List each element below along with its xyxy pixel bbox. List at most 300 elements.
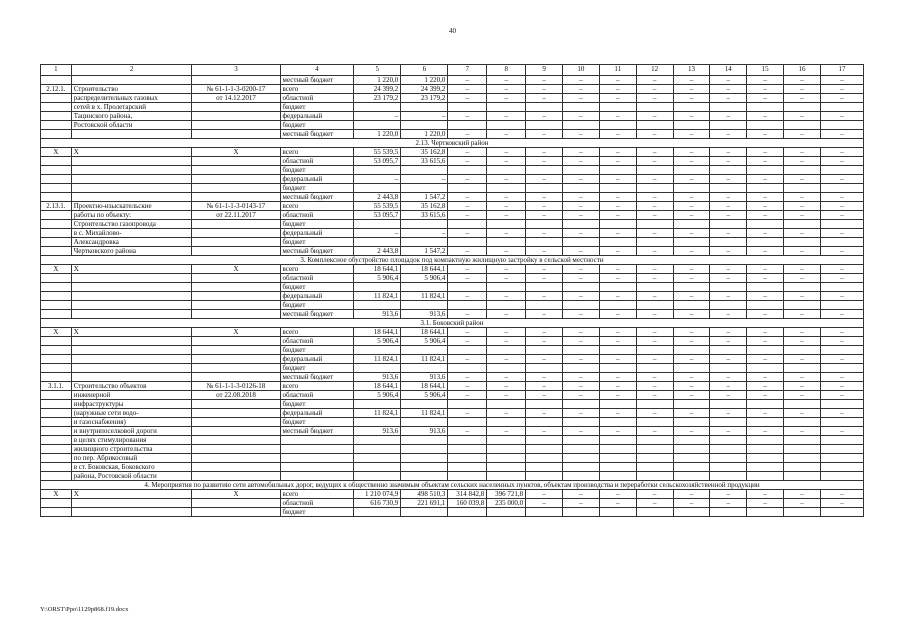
amount-total bbox=[354, 445, 401, 454]
object-name: инженерной bbox=[71, 391, 192, 400]
year-value: – bbox=[562, 373, 599, 382]
amount-year bbox=[401, 301, 448, 310]
year-value bbox=[487, 301, 526, 310]
year-value bbox=[747, 400, 784, 409]
table-row bbox=[41, 202, 864, 211]
year-value: – bbox=[526, 355, 563, 364]
year-value: – bbox=[636, 382, 673, 391]
year-value bbox=[636, 121, 673, 130]
year-value: – bbox=[636, 202, 673, 211]
year-value bbox=[747, 184, 784, 193]
table-row bbox=[41, 238, 864, 247]
column-numbers-row bbox=[41, 65, 864, 76]
year-value: – bbox=[448, 76, 487, 85]
year-value: – bbox=[673, 328, 710, 337]
year-value: – bbox=[487, 337, 526, 346]
expertise-number bbox=[192, 130, 280, 139]
year-value: – bbox=[636, 193, 673, 202]
year-value: – bbox=[599, 76, 636, 85]
table-row bbox=[41, 175, 864, 184]
column-number: 4 bbox=[280, 65, 354, 76]
funding-source: бюджет bbox=[280, 238, 354, 247]
amount-year bbox=[401, 283, 448, 292]
row-number bbox=[41, 184, 72, 193]
year-value bbox=[526, 346, 563, 355]
amount-total bbox=[354, 283, 401, 292]
year-value: – bbox=[599, 94, 636, 103]
year-value: – bbox=[673, 112, 710, 121]
amount-year: 913,6 bbox=[401, 310, 448, 319]
year-value bbox=[448, 364, 487, 373]
funding-source: местный бюджет bbox=[280, 247, 354, 256]
year-value: – bbox=[448, 274, 487, 283]
amount-year: 498 510,3 bbox=[401, 490, 448, 499]
year-value: – bbox=[562, 94, 599, 103]
year-value: – bbox=[636, 94, 673, 103]
year-value: – bbox=[747, 274, 784, 283]
column-number: 13 bbox=[673, 65, 710, 76]
year-value: – bbox=[820, 391, 863, 400]
expertise-number bbox=[192, 436, 280, 445]
expertise-number bbox=[192, 355, 280, 364]
year-value: – bbox=[562, 355, 599, 364]
table-row bbox=[41, 400, 864, 409]
year-value: – bbox=[747, 409, 784, 418]
year-value bbox=[747, 454, 784, 463]
year-value: – bbox=[820, 355, 863, 364]
year-value bbox=[487, 103, 526, 112]
year-value bbox=[448, 346, 487, 355]
funding-source: бюджет bbox=[280, 166, 354, 175]
amount-year: 23 179,2 bbox=[401, 94, 448, 103]
amount-year: – bbox=[401, 229, 448, 238]
year-value: – bbox=[636, 292, 673, 301]
year-value bbox=[526, 283, 563, 292]
year-value bbox=[448, 103, 487, 112]
funding-source bbox=[280, 454, 354, 463]
table-row bbox=[41, 337, 864, 346]
funding-source: местный бюджет bbox=[280, 130, 354, 139]
year-value: – bbox=[636, 157, 673, 166]
year-value: – bbox=[526, 94, 563, 103]
row-number bbox=[41, 112, 72, 121]
expertise-number bbox=[192, 184, 280, 193]
year-value bbox=[562, 472, 599, 481]
year-value: – bbox=[747, 202, 784, 211]
year-value: – bbox=[820, 229, 863, 238]
year-value bbox=[710, 346, 747, 355]
amount-total: 11 824,1 bbox=[354, 409, 401, 418]
amount-total: 18 644,1 bbox=[354, 265, 401, 274]
amount-year: 11 824,1 bbox=[401, 355, 448, 364]
year-value: – bbox=[820, 292, 863, 301]
object-name bbox=[71, 76, 192, 85]
year-value bbox=[673, 301, 710, 310]
year-value: – bbox=[784, 274, 821, 283]
expertise-number bbox=[192, 400, 280, 409]
year-value bbox=[562, 508, 599, 517]
year-value bbox=[747, 166, 784, 175]
row-number: X bbox=[41, 148, 72, 157]
year-value bbox=[636, 184, 673, 193]
year-value: – bbox=[599, 382, 636, 391]
year-value bbox=[820, 121, 863, 130]
amount-year bbox=[401, 400, 448, 409]
object-name: Строительство объектов bbox=[71, 382, 192, 391]
table-row bbox=[41, 346, 864, 355]
table-row bbox=[41, 112, 864, 121]
year-value bbox=[784, 508, 821, 517]
year-value bbox=[747, 508, 784, 517]
year-value bbox=[673, 283, 710, 292]
object-name: в ст. Боковская, Боковского bbox=[71, 463, 192, 472]
object-name: (наружные сети водо- bbox=[71, 409, 192, 418]
funding-source: бюджет bbox=[280, 400, 354, 409]
year-value bbox=[673, 445, 710, 454]
year-value bbox=[747, 436, 784, 445]
year-value: – bbox=[710, 76, 747, 85]
year-value: – bbox=[636, 274, 673, 283]
table-row bbox=[41, 508, 864, 517]
year-value bbox=[710, 301, 747, 310]
year-value bbox=[784, 121, 821, 130]
year-value: – bbox=[747, 85, 784, 94]
expertise-number: от 14.12.2017 bbox=[192, 94, 280, 103]
year-value bbox=[448, 283, 487, 292]
table-row bbox=[41, 76, 864, 85]
year-value: – bbox=[747, 373, 784, 382]
year-value bbox=[599, 454, 636, 463]
object-name bbox=[71, 508, 192, 517]
expertise-number: от 22.11.2017 bbox=[192, 211, 280, 220]
table-row bbox=[41, 490, 864, 499]
year-value: – bbox=[526, 427, 563, 436]
year-value bbox=[599, 166, 636, 175]
year-value bbox=[747, 238, 784, 247]
amount-year bbox=[401, 472, 448, 481]
year-value: – bbox=[562, 211, 599, 220]
row-number bbox=[41, 166, 72, 175]
expertise-number: № 61-1-1-3-0200-17 bbox=[192, 85, 280, 94]
year-value: – bbox=[599, 247, 636, 256]
amount-total bbox=[354, 301, 401, 310]
year-value: – bbox=[710, 85, 747, 94]
year-value bbox=[784, 400, 821, 409]
year-value bbox=[562, 463, 599, 472]
year-value bbox=[820, 364, 863, 373]
year-value bbox=[636, 220, 673, 229]
year-value: – bbox=[820, 148, 863, 157]
column-number: 6 bbox=[401, 65, 448, 76]
year-value: – bbox=[562, 175, 599, 184]
object-name bbox=[71, 130, 192, 139]
year-value: – bbox=[710, 382, 747, 391]
object-name bbox=[71, 301, 192, 310]
year-value: – bbox=[636, 409, 673, 418]
column-number: 16 bbox=[784, 65, 821, 76]
row-number bbox=[41, 373, 72, 382]
amount-year: 18 644,1 bbox=[401, 265, 448, 274]
year-value bbox=[820, 508, 863, 517]
year-value: – bbox=[599, 427, 636, 436]
expertise-number bbox=[192, 238, 280, 247]
year-value bbox=[526, 220, 563, 229]
amount-total: 53 095,7 bbox=[354, 211, 401, 220]
amount-year bbox=[401, 454, 448, 463]
year-value bbox=[599, 238, 636, 247]
year-value: – bbox=[526, 310, 563, 319]
column-number: 8 bbox=[487, 65, 526, 76]
year-value: – bbox=[448, 130, 487, 139]
funding-source: местный бюджет bbox=[280, 373, 354, 382]
year-value: – bbox=[820, 337, 863, 346]
table-row bbox=[41, 409, 864, 418]
object-name: Тацинского района, bbox=[71, 112, 192, 121]
year-value: – bbox=[562, 427, 599, 436]
year-value: – bbox=[673, 391, 710, 400]
amount-total: 53 095,7 bbox=[354, 157, 401, 166]
year-value: – bbox=[526, 193, 563, 202]
row-number bbox=[41, 103, 72, 112]
row-number: X bbox=[41, 265, 72, 274]
year-value: – bbox=[636, 427, 673, 436]
column-number: 11 bbox=[599, 65, 636, 76]
year-value: – bbox=[599, 274, 636, 283]
section-heading-row bbox=[41, 481, 864, 490]
year-value bbox=[562, 436, 599, 445]
year-value bbox=[562, 121, 599, 130]
year-value bbox=[448, 445, 487, 454]
row-number bbox=[41, 310, 72, 319]
table-row bbox=[41, 103, 864, 112]
year-value: – bbox=[784, 94, 821, 103]
year-value: – bbox=[599, 409, 636, 418]
year-value bbox=[710, 508, 747, 517]
table-row bbox=[41, 229, 864, 238]
year-value bbox=[820, 445, 863, 454]
expertise-number bbox=[192, 337, 280, 346]
year-value: – bbox=[448, 112, 487, 121]
funding-source: бюджет bbox=[280, 184, 354, 193]
object-name bbox=[71, 310, 192, 319]
year-value bbox=[710, 364, 747, 373]
year-value: – bbox=[784, 85, 821, 94]
object-name: распределительных газовых bbox=[71, 94, 192, 103]
year-value: – bbox=[636, 490, 673, 499]
column-number: 10 bbox=[562, 65, 599, 76]
year-value: – bbox=[636, 85, 673, 94]
year-value: – bbox=[487, 193, 526, 202]
object-name: и газоснабжения) bbox=[71, 418, 192, 427]
object-name bbox=[71, 499, 192, 508]
year-value bbox=[636, 400, 673, 409]
year-value bbox=[448, 121, 487, 130]
funding-source bbox=[280, 445, 354, 454]
object-name bbox=[71, 355, 192, 364]
year-value bbox=[636, 508, 673, 517]
object-name: Ростовской области bbox=[71, 121, 192, 130]
year-value: – bbox=[526, 265, 563, 274]
year-value: – bbox=[710, 247, 747, 256]
table-row bbox=[41, 220, 864, 229]
year-value bbox=[562, 400, 599, 409]
year-value: – bbox=[487, 310, 526, 319]
year-value bbox=[710, 472, 747, 481]
year-value: – bbox=[599, 490, 636, 499]
year-value: – bbox=[562, 229, 599, 238]
year-value bbox=[710, 454, 747, 463]
year-value: – bbox=[747, 229, 784, 238]
year-value: – bbox=[747, 310, 784, 319]
year-value bbox=[820, 166, 863, 175]
table-row bbox=[41, 427, 864, 436]
year-value: – bbox=[820, 499, 863, 508]
year-value bbox=[747, 121, 784, 130]
year-value: – bbox=[673, 202, 710, 211]
year-value bbox=[487, 454, 526, 463]
year-value: – bbox=[784, 382, 821, 391]
year-value: – bbox=[526, 382, 563, 391]
funding-source: всего bbox=[280, 328, 354, 337]
year-value: – bbox=[526, 202, 563, 211]
amount-total: 23 179,2 bbox=[354, 94, 401, 103]
amount-year: 5 906,4 bbox=[401, 274, 448, 283]
year-value: – bbox=[526, 373, 563, 382]
row-number bbox=[41, 418, 72, 427]
year-value: – bbox=[448, 391, 487, 400]
row-number bbox=[41, 454, 72, 463]
column-number: 14 bbox=[710, 65, 747, 76]
year-value: – bbox=[673, 157, 710, 166]
year-value: – bbox=[562, 274, 599, 283]
year-value: – bbox=[562, 409, 599, 418]
year-value: – bbox=[710, 193, 747, 202]
expertise-number bbox=[192, 454, 280, 463]
year-value: – bbox=[487, 130, 526, 139]
funding-source: областной bbox=[280, 391, 354, 400]
year-value: – bbox=[747, 499, 784, 508]
year-value: – bbox=[526, 211, 563, 220]
year-value bbox=[448, 184, 487, 193]
year-value: – bbox=[526, 337, 563, 346]
table-row bbox=[41, 148, 864, 157]
amount-year: – bbox=[401, 112, 448, 121]
amount-year bbox=[401, 121, 448, 130]
year-value: – bbox=[747, 265, 784, 274]
expertise-number bbox=[192, 427, 280, 436]
amount-total: 2 443,8 bbox=[354, 193, 401, 202]
row-number: 3.1.1. bbox=[41, 382, 72, 391]
year-value: – bbox=[636, 373, 673, 382]
year-value: – bbox=[562, 391, 599, 400]
expertise-number bbox=[192, 76, 280, 85]
year-value: – bbox=[747, 247, 784, 256]
year-value bbox=[673, 472, 710, 481]
year-value bbox=[784, 463, 821, 472]
year-value bbox=[636, 346, 673, 355]
funding-source: всего bbox=[280, 490, 354, 499]
year-value: – bbox=[526, 229, 563, 238]
year-value: – bbox=[487, 292, 526, 301]
year-value: – bbox=[448, 427, 487, 436]
amount-year: 33 615,6 bbox=[401, 157, 448, 166]
year-value: – bbox=[448, 247, 487, 256]
year-value: – bbox=[562, 247, 599, 256]
row-number bbox=[41, 211, 72, 220]
year-value bbox=[562, 166, 599, 175]
year-value bbox=[448, 463, 487, 472]
year-value: – bbox=[448, 292, 487, 301]
year-value bbox=[673, 418, 710, 427]
year-value: – bbox=[526, 175, 563, 184]
funding-source: местный бюджет bbox=[280, 193, 354, 202]
year-value: – bbox=[784, 328, 821, 337]
funding-source: бюджет bbox=[280, 364, 354, 373]
amount-year bbox=[401, 346, 448, 355]
year-value bbox=[673, 508, 710, 517]
year-value bbox=[487, 418, 526, 427]
amount-year: 913,6 bbox=[401, 373, 448, 382]
year-value: – bbox=[487, 112, 526, 121]
year-value: – bbox=[710, 337, 747, 346]
year-value bbox=[487, 184, 526, 193]
amount-total: 55 539,5 bbox=[354, 148, 401, 157]
funding-source: федеральный bbox=[280, 175, 354, 184]
year-value: – bbox=[526, 274, 563, 283]
year-value bbox=[599, 220, 636, 229]
object-name bbox=[71, 184, 192, 193]
object-name: в целях стимулирования bbox=[71, 436, 192, 445]
year-value: – bbox=[673, 337, 710, 346]
amount-year bbox=[401, 418, 448, 427]
amount-year bbox=[401, 463, 448, 472]
funding-source: бюджет bbox=[280, 220, 354, 229]
year-value: – bbox=[784, 211, 821, 220]
year-value: – bbox=[673, 427, 710, 436]
object-name: и внутрипоселковой дороги bbox=[71, 427, 192, 436]
year-value: – bbox=[784, 175, 821, 184]
year-value bbox=[448, 238, 487, 247]
table-row bbox=[41, 418, 864, 427]
year-value bbox=[487, 400, 526, 409]
year-value: – bbox=[487, 157, 526, 166]
year-value: – bbox=[820, 265, 863, 274]
year-value: – bbox=[710, 229, 747, 238]
year-value: – bbox=[747, 94, 784, 103]
year-value bbox=[562, 301, 599, 310]
year-value: – bbox=[784, 310, 821, 319]
year-value bbox=[599, 364, 636, 373]
table-row bbox=[41, 211, 864, 220]
year-value bbox=[487, 472, 526, 481]
year-value bbox=[526, 436, 563, 445]
year-value: – bbox=[747, 157, 784, 166]
year-value bbox=[747, 472, 784, 481]
year-value: – bbox=[820, 310, 863, 319]
year-value bbox=[448, 418, 487, 427]
budget-table-container bbox=[40, 64, 864, 517]
object-name bbox=[71, 373, 192, 382]
year-value: – bbox=[562, 193, 599, 202]
year-value: – bbox=[487, 382, 526, 391]
page-number: 40 bbox=[449, 27, 456, 35]
year-value: – bbox=[562, 265, 599, 274]
expertise-number bbox=[192, 175, 280, 184]
year-value: – bbox=[673, 148, 710, 157]
amount-total bbox=[354, 508, 401, 517]
year-value bbox=[562, 184, 599, 193]
expertise-number bbox=[192, 112, 280, 121]
